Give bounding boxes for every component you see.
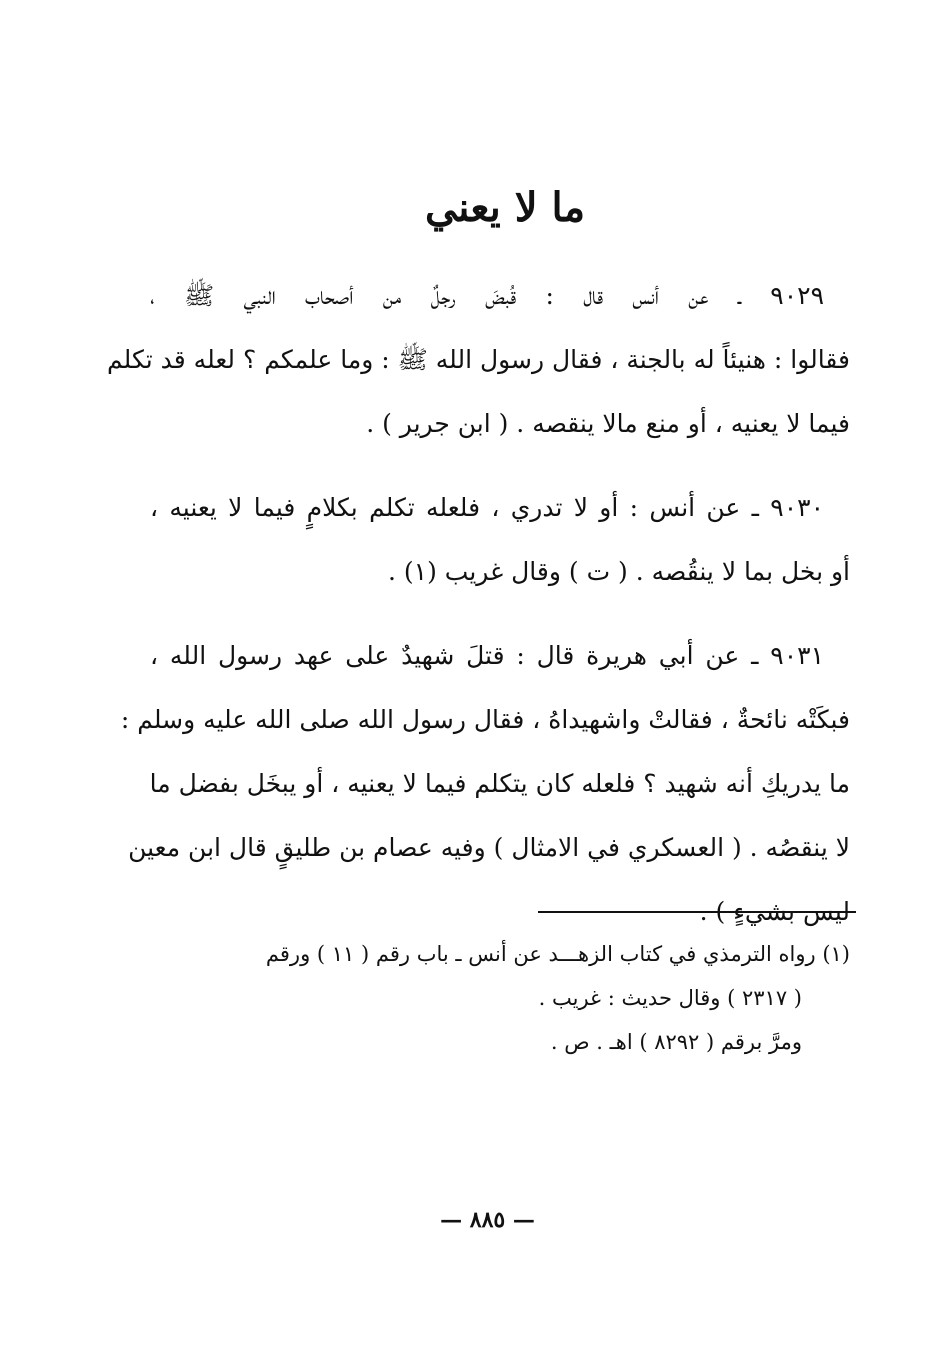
- footnotes: [140, 932, 850, 1064]
- text-line: ٩٠٣٠ ـ عن أنس : أو لا تدري ، فلعله تكلم بكلامٍ فيما لا يعنيه ،: [150, 493, 824, 522]
- text-line: لا ينقصُه . ( العسكري في الامثال ) وفيه عصام بن طليقٍ قال ابن معين: [128, 833, 850, 862]
- text-line: أو بخل بما لا ينقُصه . ( ت ) وقال غريب (١) .: [388, 557, 850, 586]
- footnote-line: ومرَّ برقم ( ٨٢٩٢ ) اهـ . ص .: [550, 1030, 802, 1054]
- hadith-9031: [120, 624, 850, 944]
- footnote-line: ( ٢٣١٧ ) وقال حديث : غريب .: [538, 986, 802, 1010]
- text-line: فيما لا يعنيه ، أو منع مالا ينقصه . ( ابن جرير ) .: [366, 409, 850, 438]
- text-line: فبكَتْه نائحةٌ ، فقالتْ واشهيداهُ ، فقال رسول الله صلى الله عليه وسلم :: [120, 705, 850, 734]
- hadith-text: [107, 264, 850, 964]
- text-line: فقالوا : هنيئاً له بالجنة ، فقال رسول الله ﷺ : وما علمكم ؟ لعله قد تكلم: [107, 345, 850, 374]
- chapter-title: ما لا يعني: [424, 184, 586, 231]
- footnote-divider: [538, 911, 856, 913]
- hadith-9029: [107, 264, 850, 456]
- text-line: ٩٠٣١ ـ عن أبي هريرة قال : قتلَ شهيدٌ على عهد رسول الله ،: [150, 641, 824, 670]
- text-line: ٩٠٢٩ ـ عن أنس قال : قُبضَ رجلٌ من أصحاب النبي ﷺ ،: [150, 281, 824, 310]
- page-number: — ٨٨٥ —: [440, 1207, 535, 1233]
- footnote-line: (١) رواه الترمذي في كتاب الزهـــد عن أنس ـ باب رقم ( ١١ ) ورقم: [265, 942, 850, 966]
- hadith-9030: [150, 476, 850, 604]
- text-line: ما يدريكِ أنه شهيد ؟ فلعله كان يتكلم فيما لا يعنيه ، أو يبخَل بفضل ما: [149, 769, 850, 798]
- text-line: ليس بشيءٍ ) .: [699, 897, 850, 926]
